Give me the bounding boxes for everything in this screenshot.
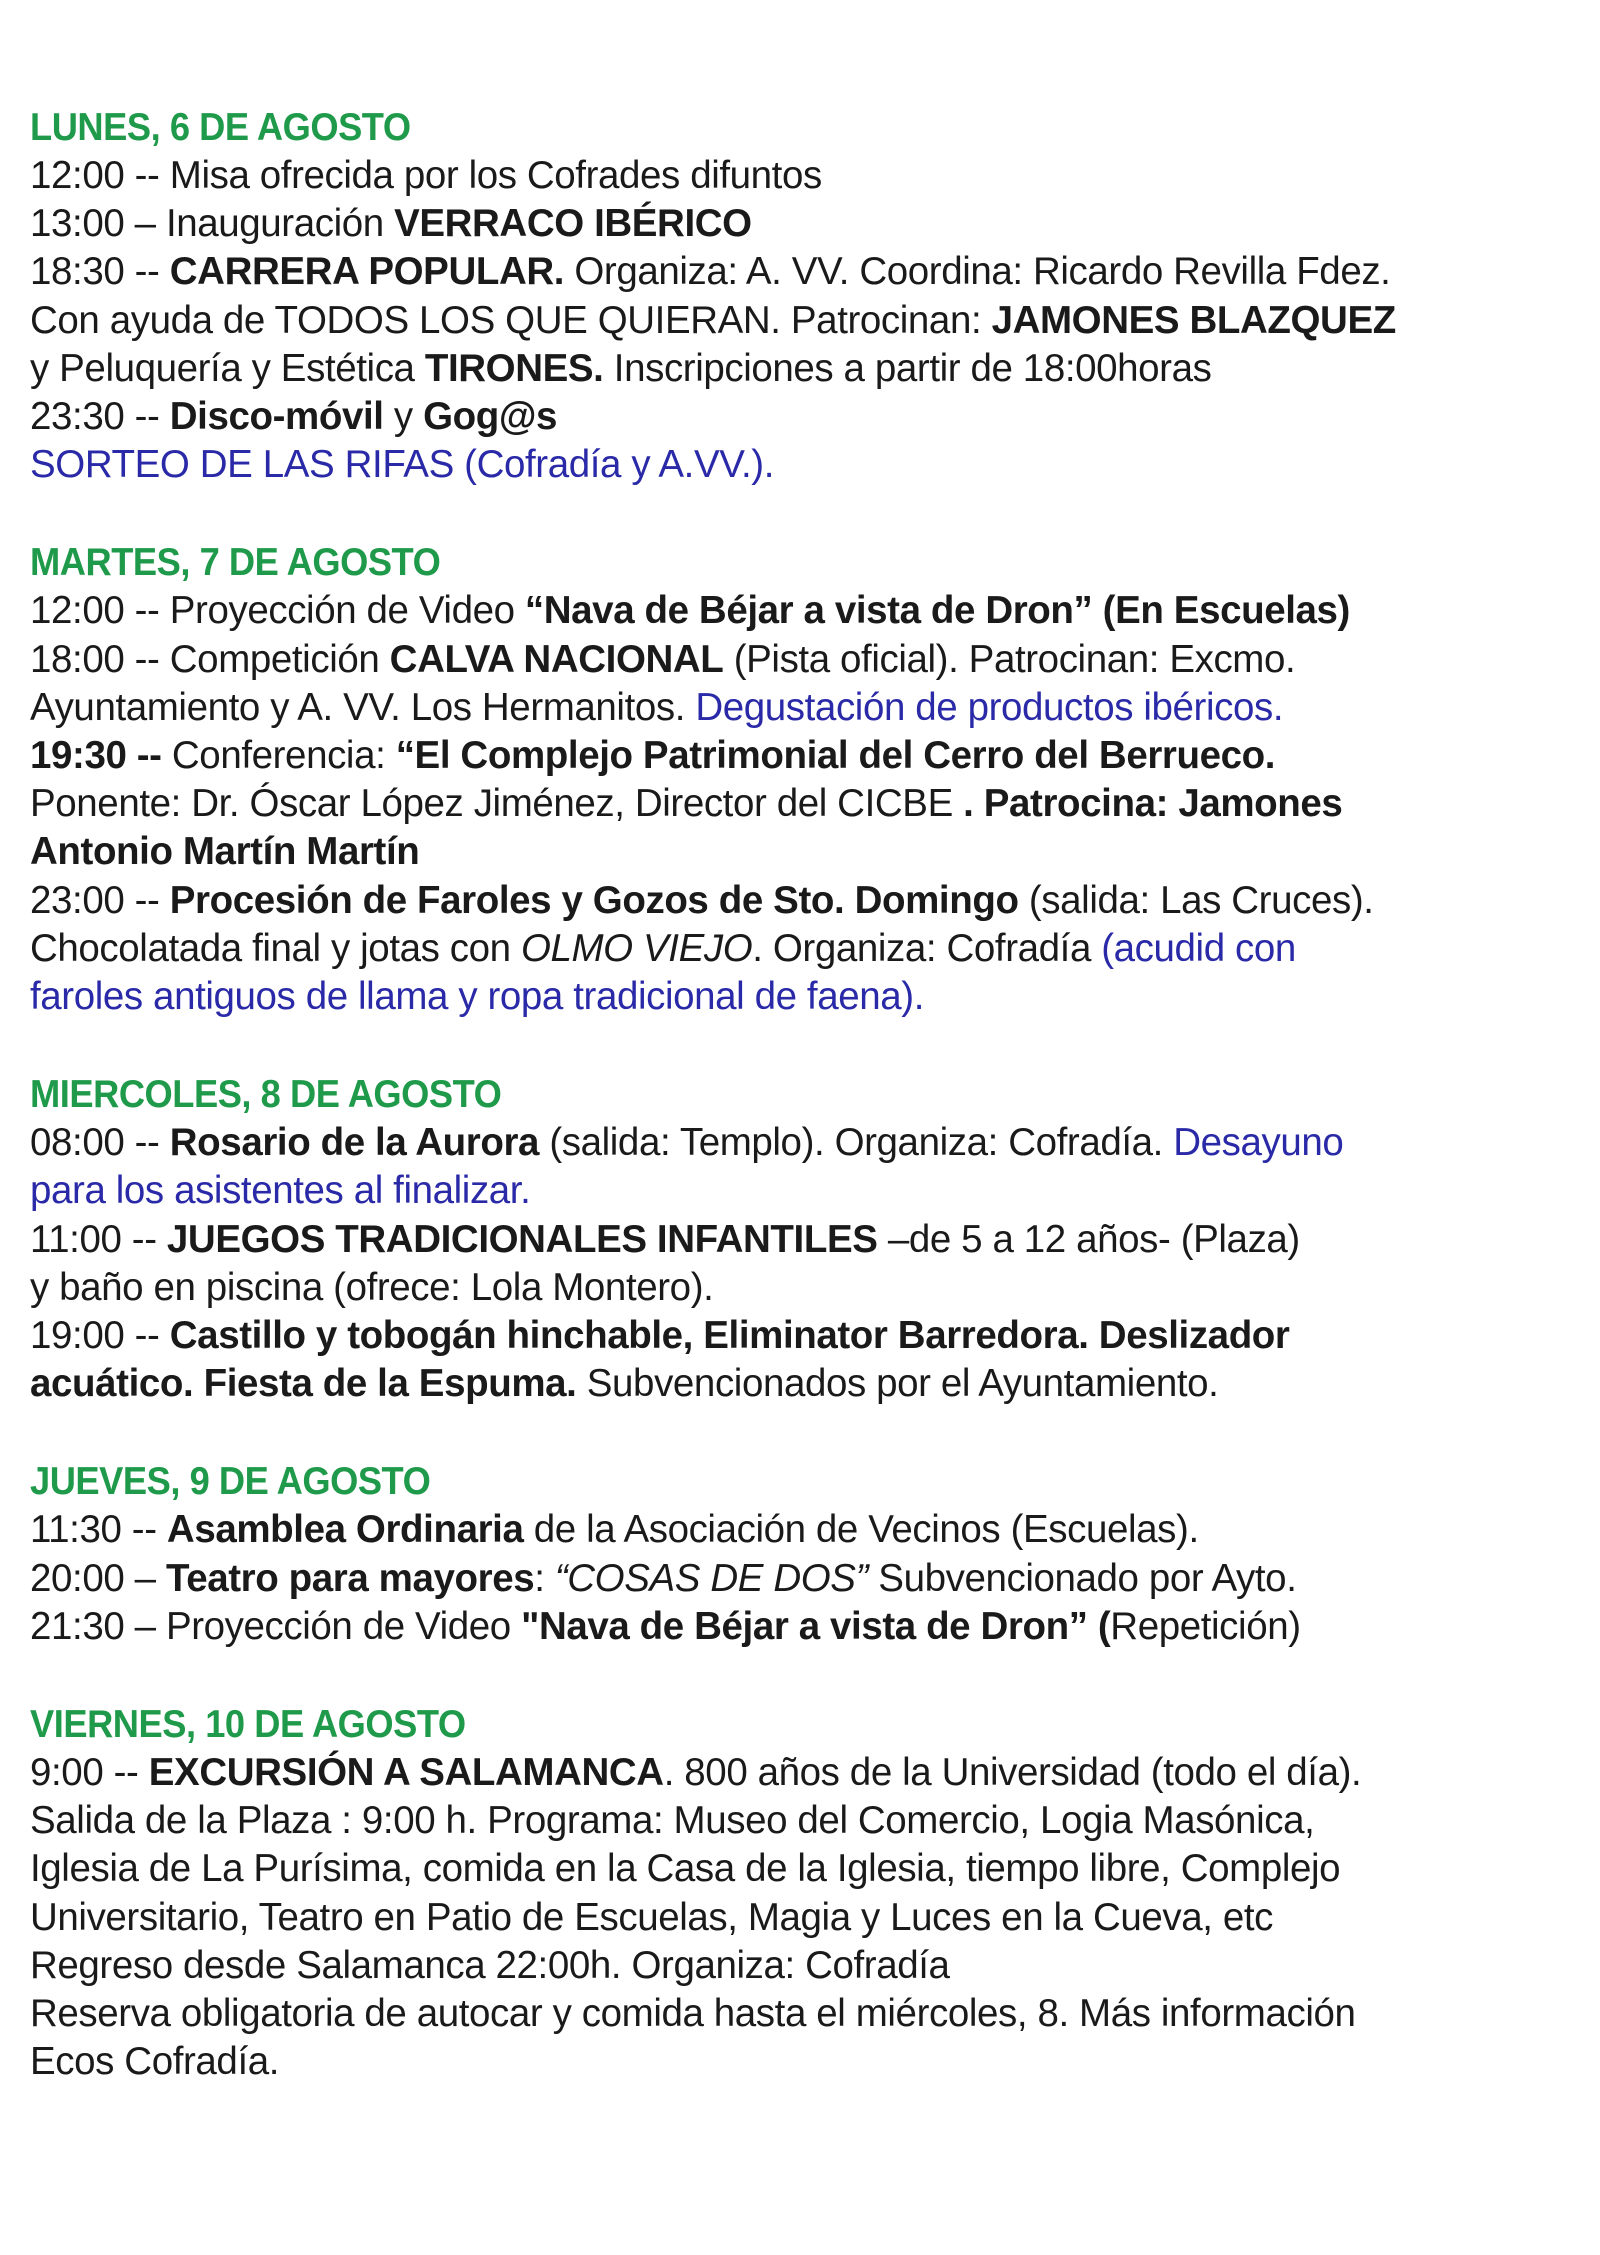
text-run: Conferencia: [161,734,396,778]
text-run: 12:00 -- Misa ofrecida por los Cofrades difuntos [30,154,822,197]
text-run: JAMONES BLAZQUEZ [991,298,1396,342]
text-run: Desayuno [1173,1121,1344,1165]
text-run: 18:00 -- Competición [30,637,390,681]
event-line [30,393,1550,441]
text-run: JUEGOS TRADICIONALES INFANTILES [166,1217,878,1261]
text-run: 20:00 – [30,1556,166,1600]
event-list [30,1119,1550,1408]
text-run: para los asistentes al finalizar. [30,1169,531,1213]
text-run: y Peluquería y Estética [30,346,425,390]
text-run: y [383,395,424,439]
event-line [30,684,1550,732]
text-run: 08:00 -- [30,1121,170,1165]
text-run: . Patrocina: Jamones [963,782,1343,826]
day-heading: VIERNES, 10 DE AGOSTO [30,1703,466,1747]
event-line [30,1990,1550,2038]
event-line [30,925,1550,973]
event-list [30,1749,1550,2086]
event-line [30,1555,1550,1603]
day-heading: LUNES, 6 DE AGOSTO [30,106,411,149]
event-line [30,152,1550,200]
event-line [30,441,1550,489]
text-run: (salida: Las Cruces). [1018,878,1374,922]
event-line [30,1797,1550,1845]
text-run: Repetición) [1110,1604,1301,1648]
text-run: CALVA NACIONAL [389,637,724,681]
day-heading: JUEVES, 9 DE AGOSTO [30,1460,431,1504]
text-run: Disco-móvil [169,395,384,439]
text-run: Procesión de Faroles y Gozos de Sto. Domingo [169,878,1019,922]
text-run: “El Complejo Patrimonial del Cerro del Berrueco. [395,734,1276,778]
text-run: Teatro para mayores [165,1556,535,1600]
text-run: 11:30 -- [30,1508,167,1552]
text-run: . Organiza: Cofradía [752,926,1102,970]
text-run: Ponente: Dr. Óscar López Jiménez, Director del CICBE [30,782,964,826]
event-list [30,587,1550,1021]
text-run: Subvencionado por Ayto. [868,1556,1297,1600]
event-line [30,1312,1550,1360]
event-line [30,200,1550,248]
event-line [30,732,1550,780]
text-run: . 800 años de la Universidad (todo el día). [663,1751,1362,1795]
text-run: 23:30 -- [30,395,170,439]
event-line [30,1216,1550,1264]
text-run: Regreso desde Salamanca 22:00h. Organiza: Cofradía [30,1943,950,1987]
event-list [30,152,1550,489]
text-run: Degustación de productos ibéricos. [695,685,1284,729]
text-run: Antonio Martín Martín [30,830,420,874]
text-run: "Nava de Béjar a vista de Dron” ( [521,1604,1111,1648]
text-run: 19:30 -- [30,734,162,778]
event-line [30,1360,1550,1408]
text-run: SORTEO DE LAS RIFAS (Cofradía y A.VV.). [30,443,774,487]
event-line [30,877,1550,925]
text-run: Salida de la Plaza : 9:00 h. Programa: Museo del Comercio, Logia Masónica, [30,1799,1315,1843]
event-line [30,780,1550,828]
text-run: 21:30 – Proyección de Video [30,1604,522,1648]
day-section-2 [30,1071,1550,1408]
day-section-0 [30,104,1550,489]
text-run: 12:00 -- Proyección de Video [30,589,525,633]
text-run: “Nava de Béjar a vista de Dron” (En Escuelas) [524,589,1350,633]
day-heading: MARTES, 7 DE AGOSTO [30,541,441,585]
event-line [30,1942,1550,1990]
event-line [30,248,1550,296]
text-run: Ecos Cofradía. [30,2040,280,2084]
text-run: (Pista oficial). Patrocinan: Excmo. [723,637,1296,681]
text-run: : [534,1556,555,1600]
text-run: –de 5 a 12 años- (Plaza) [877,1217,1300,1261]
text-run: (acudid con [1101,926,1296,970]
text-run: Reserva obligatoria de autocar y comida hasta el miércoles, 8. Más información [30,1992,1356,2036]
text-run: 11:00 -- [30,1217,167,1261]
event-line [30,828,1550,876]
event-line [30,973,1550,1021]
text-run: 13:00 – Inauguración [30,202,395,246]
event-line [30,1603,1550,1651]
text-run: Ayuntamiento y A. VV. Los Hermanitos. [30,685,696,729]
event-line [30,636,1550,684]
event-line [30,2038,1550,2086]
day-section-3 [30,1458,1550,1651]
event-line [30,1506,1550,1554]
event-line [30,1894,1550,1942]
text-run: Con ayuda de TODOS LOS QUE QUIERAN. Patrocinan: [30,298,992,342]
event-line [30,1167,1550,1215]
day-heading: MIERCOLES, 8 DE AGOSTO [30,1073,502,1117]
event-line [30,1264,1550,1312]
event-line [30,1749,1550,1797]
text-run: CARRERA POPULAR. [169,250,565,294]
text-run: TIRONES. [424,346,604,390]
text-run: Organiza: A. VV. Coordina: Ricardo Revilla Fdez. [564,250,1391,294]
text-run: 9:00 -- [30,1751,149,1795]
festival-schedule [30,104,1550,2137]
event-line [30,1119,1550,1167]
day-section-4 [30,1701,1550,2086]
text-run: VERRACO IBÉRICO [394,202,752,246]
text-run: 19:00 -- [30,1314,170,1358]
event-line [30,1845,1550,1893]
event-line [30,587,1550,635]
text-run: EXCURSIÓN A SALAMANCA [148,1751,664,1795]
text-run: Universitario, Teatro en Patio de Escuelas, Magia y Luces en la Cueva, etc [30,1895,1274,1939]
text-run: Chocolatada final y jotas con [30,926,521,970]
text-run: faroles antiguos de llama y ropa tradicional de faena). [30,975,924,1019]
text-run: 18:30 -- [30,250,170,294]
text-run: de la Asociación de Vecinos (Escuelas). [523,1508,1199,1552]
text-run: Subvencionados por el Ayuntamiento. [576,1362,1219,1406]
text-run: Gog@s [423,395,557,439]
text-run: Rosario de la Aurora [169,1121,540,1165]
text-run: (salida: Templo). Organiza: Cofradía. [539,1121,1174,1165]
event-line [30,345,1550,393]
text-run: Inscripciones a partir de 18:00horas [603,346,1212,390]
text-run: y baño en piscina (ofrece: Lola Montero). [30,1265,714,1309]
event-list [30,1506,1550,1651]
day-section-1 [30,539,1550,1021]
event-line [30,297,1550,345]
text-run: Castillo y tobogán hinchable, Eliminator Barredora. Deslizador [169,1314,1290,1358]
text-run: “COSAS DE DOS” [554,1556,868,1600]
text-run: Asamblea Ordinaria [166,1508,524,1552]
text-run: Iglesia de La Purísima, comida en la Casa de la Iglesia, tiempo libre, Complejo [30,1847,1341,1891]
text-run: acuático. Fiesta de la Espuma. [30,1362,577,1406]
text-run: 23:00 -- [30,878,170,922]
text-run: OLMO VIEJO [520,926,753,970]
